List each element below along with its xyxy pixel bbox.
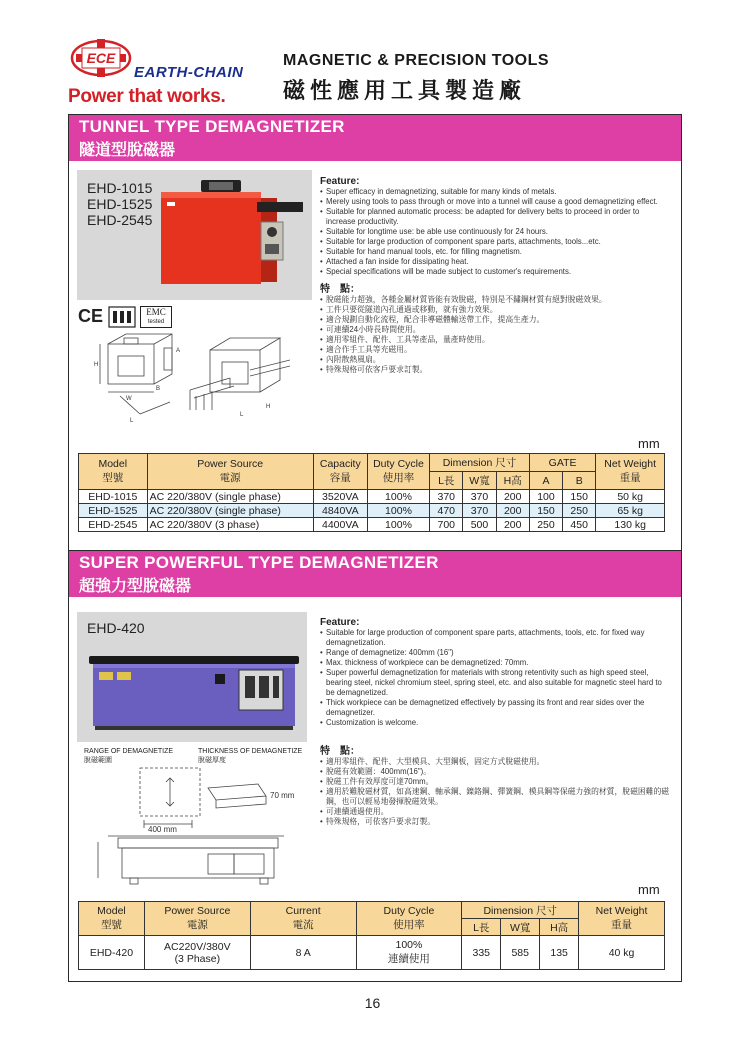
th-gate: GATE bbox=[529, 454, 595, 472]
feature-item-zh: • 脫磁有效範圍：400mm(16")。 bbox=[320, 767, 672, 777]
model-list bbox=[87, 180, 152, 228]
table-row: EHD-2545 AC 220/380V (3 phase) 4400VA 100% 700 500 200 250 450 130 kg bbox=[79, 518, 665, 532]
brand-logo bbox=[68, 34, 268, 114]
th-capacity: Capacity 容量 bbox=[313, 454, 367, 490]
th-power: Power Source 電源 bbox=[147, 454, 313, 490]
feature-item: • Suitable for longtime use: be able use continuously for 24 hours. bbox=[320, 227, 670, 237]
feature-item: • Range of demagnetize: 400mm (16") bbox=[320, 648, 672, 658]
brand-name: EARTH-CHAIN bbox=[134, 64, 244, 81]
range-value: 400 mm bbox=[148, 825, 177, 834]
feature-item-zh: • 脫磁工件有效厚度可達70mm。 bbox=[320, 777, 672, 787]
feature-item: • Max. thickness of workpiece can be demagnetized: 70mm. bbox=[320, 658, 672, 668]
th-w: W寬 bbox=[501, 919, 540, 936]
section-title-zh: 隧道型脫磁器 bbox=[79, 142, 176, 159]
feature-title-zh: 特 點： bbox=[320, 284, 360, 295]
feature-list-en bbox=[320, 628, 672, 728]
section-powerful-header bbox=[69, 551, 681, 597]
feature-item: • Suitable for planned automatic process: be adapted for delivery belts to proceed in order to increase productivity. bbox=[320, 207, 670, 227]
thickness-value: 70 mm bbox=[270, 791, 295, 800]
powerful-demagnetizer-photo bbox=[87, 650, 301, 734]
th-dimension: Dimension 尺寸 bbox=[462, 902, 579, 919]
feature-item-zh: • 可連續24小時長時間使用。 bbox=[320, 325, 670, 335]
ce-mark-icon: CE bbox=[78, 306, 104, 326]
model-tag: EHD-1525 bbox=[87, 196, 153, 212]
etl-mark-icon bbox=[108, 306, 136, 328]
product-photo-panel bbox=[77, 170, 312, 300]
svg-text:B: B bbox=[156, 386, 161, 392]
spec-table-tunnel bbox=[78, 453, 665, 532]
feature-item: • Customization is welcome. bbox=[320, 718, 672, 728]
feature-item: • Suitable for large production of component spare parts, attachments, tools...etc. bbox=[320, 237, 670, 247]
th-a: A bbox=[529, 472, 562, 490]
section-tunnel-header bbox=[69, 115, 681, 161]
page-number: 16 bbox=[364, 995, 381, 1011]
feature-item-zh: • 適用於難脫磁材質，如高速鋼、軸承鋼、鎳鉻鋼、彈簧鋼、模具鋼等保磁力強的材質，脫磁困難的磁鋼，也可以輕易地發揮脫磁效果。 bbox=[320, 787, 672, 807]
feature-item-zh: • 適合作手工具等充磁用。 bbox=[320, 345, 670, 355]
model-tag: EHD-420 bbox=[87, 620, 145, 636]
model-tag: EHD-2545 bbox=[87, 212, 153, 228]
feature-item-zh: • 可連續通過使用。 bbox=[320, 807, 672, 817]
th-duty: Duty Cycle 使用率 bbox=[356, 902, 462, 936]
feature-item: • Suitable for large production of component spare parts, attachments, tools, etc. for fixed way demagnetization. bbox=[320, 628, 672, 648]
th-b: B bbox=[563, 472, 596, 490]
feature-item: • Suitable for hand manual tools, etc. for filling magnetism. bbox=[320, 247, 670, 257]
powerful-dimension-drawing bbox=[88, 766, 314, 896]
features-block bbox=[320, 176, 670, 375]
svg-text:A: A bbox=[176, 348, 181, 354]
th-weight: Net Weight 重量 bbox=[579, 902, 665, 936]
company-name-zh: 磁性應用工具製造廠 bbox=[283, 78, 527, 103]
thickness-label: THICKNESS OF DEMAGNETIZE 脫磁厚度 bbox=[198, 748, 303, 764]
table-row: EHD-1525 AC 220/380V (single phase) 4840VA 100% 470 370 200 150 250 65 kg bbox=[79, 504, 665, 518]
th-dimension: Dimension 尺寸 bbox=[430, 454, 530, 472]
th-power: Power Source 電源 bbox=[144, 902, 250, 936]
th-w: W寬 bbox=[463, 472, 496, 490]
feature-item-zh: • 特殊規格可依客戶要求訂製。 bbox=[320, 365, 670, 375]
unit-label-2: mm bbox=[638, 882, 660, 897]
features-block-2 bbox=[320, 617, 672, 827]
svg-text:H: H bbox=[266, 404, 271, 410]
feature-title: Feature: bbox=[320, 617, 360, 628]
feature-title: Feature: bbox=[320, 176, 360, 187]
emc-mark-icon: EMC tested bbox=[140, 306, 172, 328]
feature-item: • Super efficacy in demagnetizing, suitable for many kinds of metals. bbox=[320, 187, 670, 197]
svg-text:W: W bbox=[126, 396, 132, 402]
th-model: Model 型號 bbox=[79, 454, 148, 490]
feature-item: • Merely using tools to pass through or move into a tunnel will cause a good demagnetizing effect. bbox=[320, 197, 670, 207]
feature-item-zh: • 適合規劃自動化流程，配合非導磁體輸送帶工作，提高生產力。 bbox=[320, 315, 670, 325]
th-model: Model 型號 bbox=[79, 902, 145, 936]
spec-table-powerful bbox=[78, 901, 665, 970]
slogan: Power that works. bbox=[68, 86, 226, 107]
feature-item: • Thick workpiece can be demagnetized effectively by passing its front and rear sides over the demagnetizer. bbox=[320, 698, 672, 718]
th-h: H高 bbox=[496, 472, 529, 490]
feature-list-zh bbox=[320, 295, 670, 375]
feature-item-zh: • 脫磁能力超強，各種金屬材質皆能有效脫磁，特別是不鏽鋼材質有絕對脫磁效果。 bbox=[320, 295, 670, 305]
svg-text:H: H bbox=[94, 362, 99, 368]
tunnel-demagnetizer-photo bbox=[157, 178, 307, 294]
feature-item-zh: • 內附散熱風扇。 bbox=[320, 355, 670, 365]
tunnel-dimension-drawing bbox=[90, 330, 290, 430]
feature-item-zh: • 適用零組件、配件、工具等產品，量產時使用。 bbox=[320, 335, 670, 345]
th-current: Current 電流 bbox=[250, 902, 356, 936]
feature-item-zh: • 特殊規格，可依客戶要求訂製。 bbox=[320, 817, 672, 827]
feature-item-zh: • 適用零組件、配件、大型模具、大型鋼板，固定方式脫磁使用。 bbox=[320, 757, 672, 767]
feature-item: • Attached a fan inside for dissipating heat. bbox=[320, 257, 670, 267]
th-l: L長 bbox=[430, 472, 463, 490]
model-tag: EHD-1015 bbox=[87, 180, 153, 196]
table-row: EHD-1015 AC 220/380V (single phase) 3520VA 100% 370 370 200 100 150 50 kg bbox=[79, 490, 665, 504]
section-title-zh: 超強力型脫磁器 bbox=[79, 578, 192, 595]
feature-item: • Super powerful demagnetization for materials with strong retentivity such as high speed steel, bearing steel, nickel chromium steel, spring steel, etc. and also suitable for magnetic steel hard to be demagnetized. bbox=[320, 668, 672, 698]
feature-item-zh: • 工件只要從隧道內孔通過或移動，就有強力效果。 bbox=[320, 305, 670, 315]
th-weight: Net Weight 重量 bbox=[596, 454, 665, 490]
feature-list-zh bbox=[320, 757, 672, 827]
section-title-en: TUNNEL TYPE DEMAGNETIZER bbox=[79, 117, 345, 136]
table-row: EHD-420 AC220V/380V (3 Phase) 8 A 100% 連續使用 335 585 135 40 kg bbox=[79, 936, 665, 970]
svg-text:L: L bbox=[130, 418, 134, 424]
th-duty: Duty Cycle 使用率 bbox=[367, 454, 429, 490]
feature-list-en bbox=[320, 187, 670, 277]
range-label: RANGE OF DEMAGNETIZE 脫磁範圍 bbox=[84, 748, 174, 764]
unit-label: mm bbox=[638, 436, 660, 451]
feature-title-zh: 特 點： bbox=[320, 746, 360, 757]
product-photo-panel-2 bbox=[77, 612, 307, 742]
logo-letters: ECE bbox=[86, 50, 116, 66]
section-title-en: SUPER POWERFUL TYPE DEMAGNETIZER bbox=[79, 553, 439, 572]
ece-logo-icon bbox=[70, 38, 132, 78]
company-name-en: MAGNETIC & PRECISION TOOLS bbox=[283, 52, 550, 69]
feature-item: • Special specifications will be made subject to customer's requirements. bbox=[320, 267, 670, 277]
th-l: L長 bbox=[462, 919, 501, 936]
svg-text:L: L bbox=[240, 412, 244, 418]
th-h: H高 bbox=[540, 919, 579, 936]
